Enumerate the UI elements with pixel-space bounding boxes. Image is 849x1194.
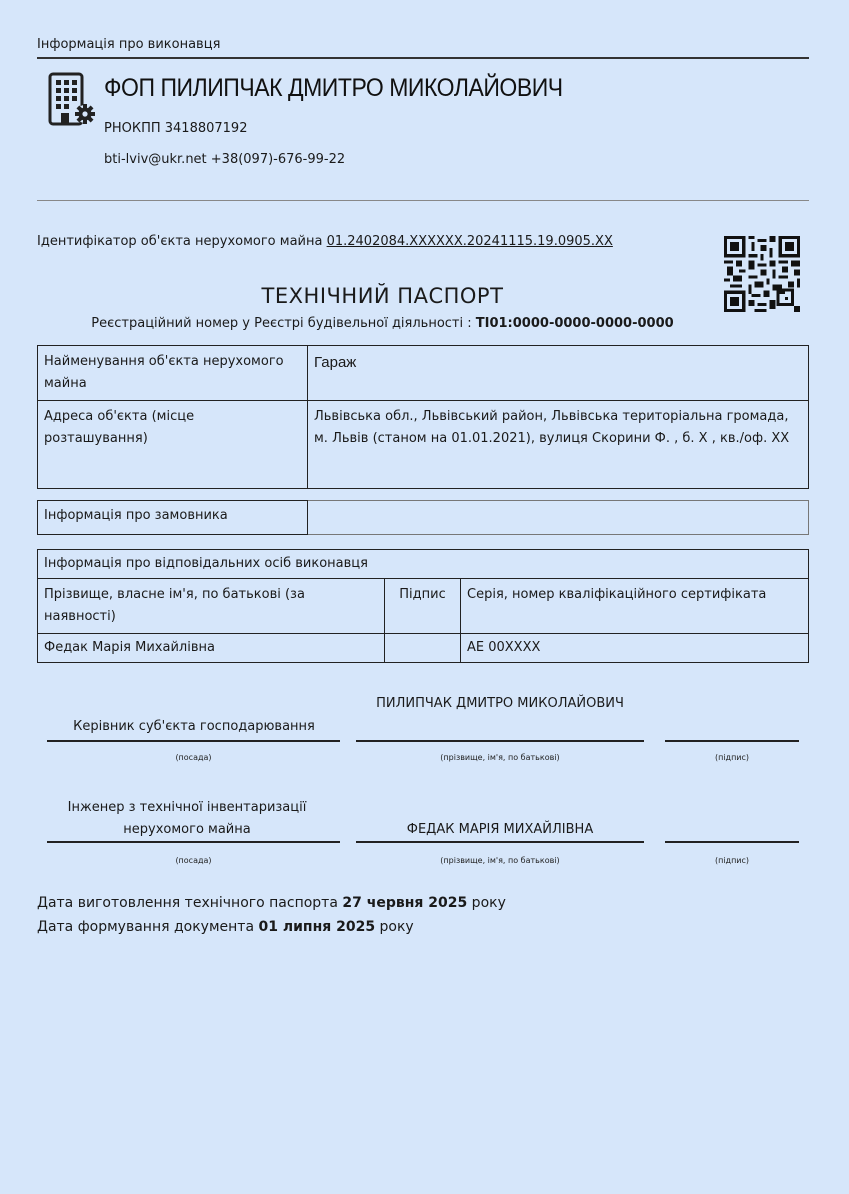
- customer-table: [37, 500, 809, 535]
- table-row: [38, 501, 809, 535]
- caption-sign: (підпис): [714, 753, 750, 762]
- identifier-label: Ідентифікатор об'єкта нерухомого майна: [37, 234, 327, 249]
- registration-number: [0, 316, 765, 331]
- caption-name: (прізвище, ім'я, по батькові): [440, 753, 560, 762]
- person-sign: [385, 634, 461, 663]
- header-divider: [37, 57, 809, 59]
- person-name: Федак Марія Михайлівна: [38, 634, 385, 663]
- col-header-cert: Серія, номер кваліфікаційного сертифіката: [461, 579, 809, 634]
- responsible-title: Інформація про відповідальних осіб виконавця: [38, 550, 809, 579]
- reg-label: Реєстраційний номер у Реєстрі будівельної діяльності :: [91, 316, 476, 331]
- col-header-name: Прізвище, власне ім'я, по батькові (за наявності): [38, 579, 385, 634]
- formed-label: Дата формування документа: [37, 919, 259, 935]
- table-row: [38, 401, 809, 489]
- head-role: Керівник суб'єкта господарювання: [73, 719, 315, 734]
- col-header-sign: Підпис: [385, 579, 461, 634]
- person-cert: АЕ 00XXXX: [461, 634, 809, 663]
- object-name-value: Гараж: [308, 346, 809, 401]
- caption-name: (прізвище, ім'я, по батькові): [440, 856, 560, 865]
- head-name: ПИЛИПЧАК ДМИТРО МИКОЛАЙОВИЧ: [376, 696, 624, 711]
- engineer-role: Інженер з технічної інвентаризації нерухомого майна: [67, 800, 307, 837]
- identifier-value: 01.2402084.XXXXXX.20241115.19.0905.XX: [326, 234, 613, 249]
- table-header-row: [38, 579, 809, 634]
- engineer-sign-line: [665, 841, 799, 843]
- document-title: ТЕХНІЧНИЙ ПАСПОРТ: [261, 284, 504, 308]
- object-address-value: Львівська обл., Львівський район, Львівська територіальна громада, м. Львів (станом на 01.01.2021), вулиця Скорини Ф. , б. Х , кв./оф. ХХ: [308, 401, 809, 489]
- formed-suffix: року: [375, 919, 414, 935]
- table-row: [38, 634, 809, 663]
- object-table: [37, 345, 809, 489]
- header-bottom-divider: [37, 200, 809, 201]
- manufacture-date: [37, 895, 506, 911]
- caption-position: (посада): [175, 753, 212, 762]
- section-label: Інформація про виконавця: [37, 37, 221, 52]
- engineer-role-line: [47, 841, 340, 843]
- formation-date: [37, 919, 414, 935]
- caption-position: (посада): [175, 856, 212, 865]
- building-gear-icon: [47, 72, 97, 128]
- customer-label: Інформація про замовника: [38, 501, 308, 535]
- table-row: [38, 346, 809, 401]
- made-suffix: року: [467, 895, 506, 911]
- formed-value: 01 липня 2025: [258, 919, 376, 935]
- engineer-name: ФЕДАК МАРІЯ МИХАЙЛІВНА: [406, 822, 594, 837]
- table-row: [38, 550, 809, 579]
- customer-value: [308, 501, 809, 535]
- object-name-label: Найменування об'єкта нерухомого майна: [38, 346, 308, 401]
- head-sign-line: [665, 740, 799, 742]
- reg-value: ТІ01:0000-0000-0000-0000: [475, 316, 674, 331]
- made-label: Дата виготовлення технічного паспорта: [37, 895, 343, 911]
- responsible-table: [37, 549, 809, 663]
- contacts: bti-lviv@ukr.net +38(097)-676-99-22: [104, 152, 346, 167]
- object-identifier: [37, 234, 613, 249]
- org-name: ФОП ПИЛИПЧАК ДМИТРО МИКОЛАЙОВИЧ: [104, 74, 563, 102]
- engineer-name-line: [356, 841, 644, 843]
- made-value: 27 червня 2025: [342, 895, 468, 911]
- head-name-line: [356, 740, 644, 742]
- caption-sign: (підпис): [714, 856, 750, 865]
- rnokpp: РНОКПП 3418807192: [104, 121, 248, 136]
- head-role-line: [47, 740, 340, 742]
- object-address-label: Адреса об'єкта (місце розташування): [38, 401, 308, 489]
